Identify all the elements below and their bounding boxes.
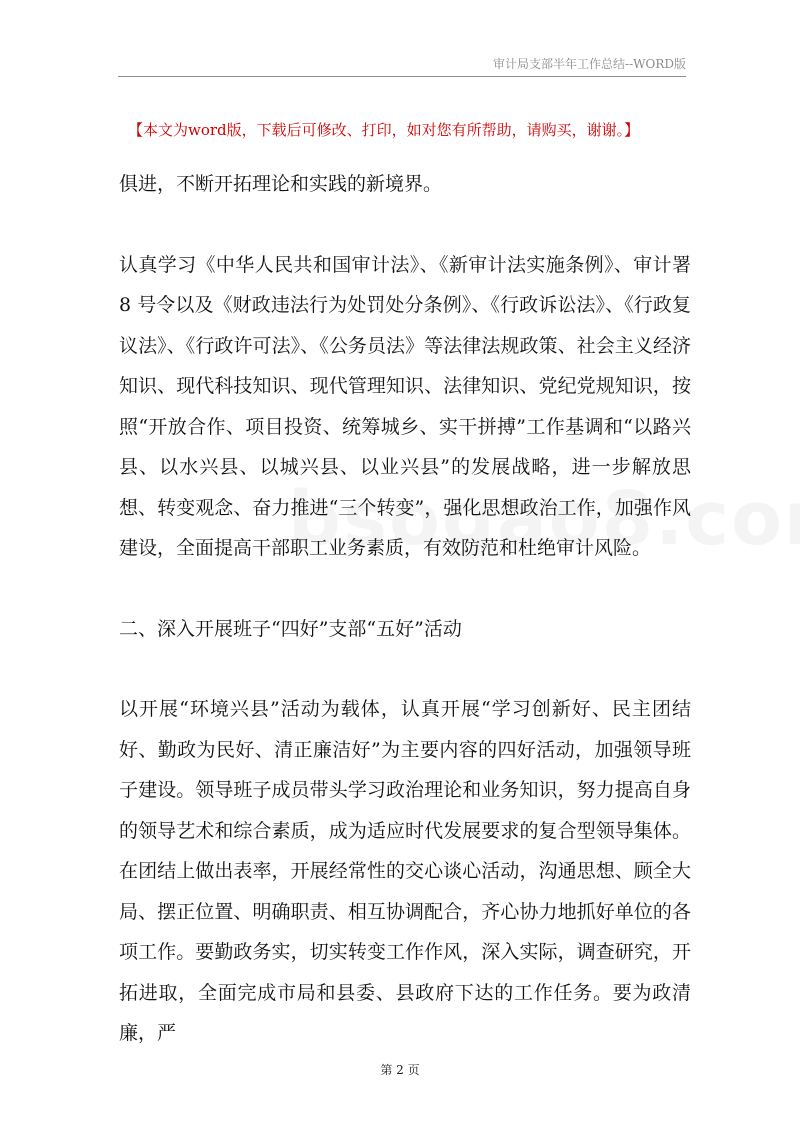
- header-divider: [118, 76, 686, 77]
- section-heading: 二、深入开展班子“四好”支部“五好”活动: [119, 617, 462, 640]
- purchase-notice: 【本文为word版，下载后可修改、打印，如对您有所帮助，请购买，谢谢。】: [128, 121, 640, 139]
- paragraph-activities: 以开展“环境兴县”活动为载体，认真开展“学习创新好、民主团结好、勤政为民好、清正廉洁好”为主要内容的四好活动，加强领导班子建设。领导班子成员带头学习政治理论和业务知识，努力提高自身的领导艺术和综合素质，成为适应时代发展要求的复合型领导集体。在团结上做出表率，开展经常性的交心谈心活动，沟通思想、顾全大局、摆正位置、明确职责、相互协调配合，齐心协力地抓好单位的各项工作。要勤政务实，切实转变工作作风，深入实际，调查研究，开拓进取，全面完成市局和县委、县政府下达的工作任务。要为政清廉，严: [119, 698, 691, 1044]
- page-number: 第 2 页: [380, 1063, 420, 1077]
- paragraph-gap: [119, 569, 691, 609]
- paragraph-gap: [119, 649, 691, 689]
- document-body: [119, 164, 691, 1054]
- running-header: 审计局支部半年工作总结--WORD版: [493, 57, 686, 71]
- paragraph-study: 认真学习《中华人民共和国审计法》、《新审计法实施条例》、审计署 8 号令以及《财政违法行为处罚处分条例》、《行政诉讼法》、《行政复议法》、《行政许可法》、《公务员法》等法律法规政策、社会主义经济知识、现代科技知识、现代管理知识、法律知识、党纪党规知识，按照“开放合作、项目投资、统筹城乡、实干拼搏”工作基调和“以路兴县、以水兴县、以城兴县、以业兴县”的发展战略，进一步解放思想、转变观念、奋力推进“三个转变”，强化思想政治工作，加强作风建设，全面提高干部职工业务素质，有效防范和杜绝审计风险。: [119, 253, 691, 559]
- paragraph-continuation: 俱进，不断开拓理论和实践的新境界。: [119, 173, 443, 195]
- paragraph-gap: [119, 205, 691, 245]
